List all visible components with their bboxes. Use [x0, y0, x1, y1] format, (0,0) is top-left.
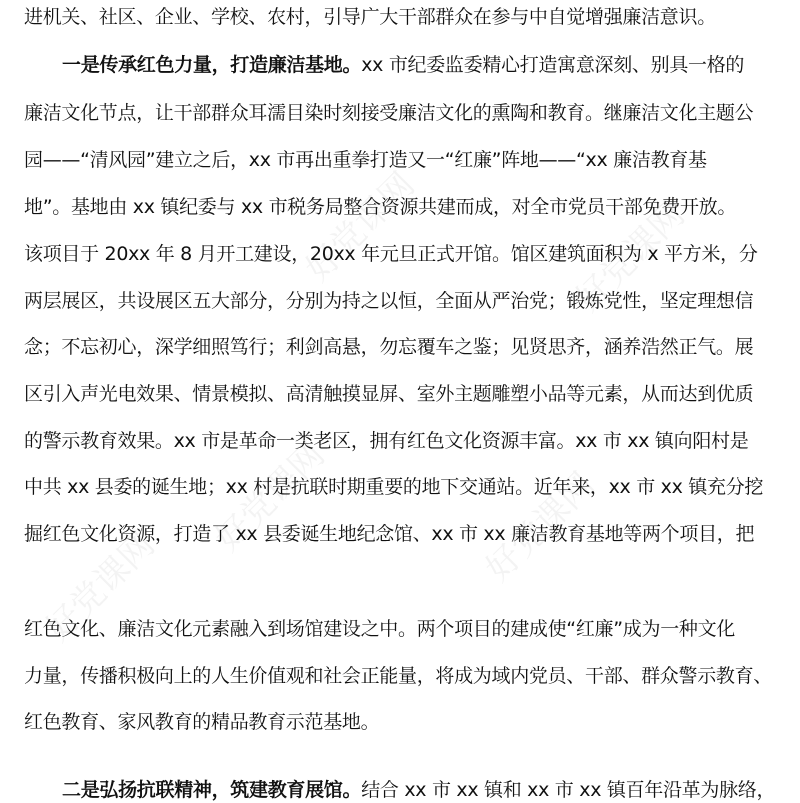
paragraph-line [24, 521, 784, 547]
paragraph-line [24, 334, 784, 360]
paragraph-line [24, 709, 784, 735]
paragraph-line [24, 147, 784, 173]
line-text: xx 市纪委监委精心打造寓意深刻、别具一格的 [361, 54, 745, 76]
section-heading: 一是传承红色力量，打造廉洁基地。 [62, 54, 362, 76]
paragraph-line [24, 381, 784, 407]
line-text: 红色教育、家风教育的精品教育示范基地。 [24, 711, 380, 733]
paragraph-line [24, 428, 784, 454]
paragraph-line [24, 241, 784, 267]
line-text: 区引入声光电效果、情景模拟、高清触摸显屏、室外主题雕塑小品等元素，从而达到优质 [24, 383, 754, 405]
paragraph-line [24, 616, 784, 642]
watermark: 好党课网 [298, 164, 423, 290]
line-text: 地”。基地由 xx 镇纪委与 xx 市税务局整合资源共建而成，对全市党员干部免费开放。 [24, 196, 737, 218]
line-text: 中共 xx 县委的诞生地；xx 村是抗联时期重要的地下交通站。近年来，xx 市 xx 镇充分挖 [24, 476, 764, 498]
section-heading-line [62, 777, 800, 803]
paragraph-line [24, 100, 784, 126]
line-text: 园——“清风园”建立之后，xx 市再出重拳打造又一“红廉”阵地——“xx 廉洁教育基 [24, 149, 707, 171]
paragraph-line [24, 4, 784, 30]
line-text: 廉洁文化节点，让干部群众耳濡目染时刻接受廉洁文化的熏陶和教育。继廉洁文化主题公 [24, 102, 754, 124]
paragraph-line [24, 474, 784, 500]
line-text: 进机关、社区、企业、学校、农村，引导广大干部群众在参与中自觉增强廉洁意识。 [24, 6, 716, 28]
watermark: 好党课网 [568, 194, 693, 320]
section-heading: 二是弘扬抗联精神，筑建教育展馆。 [62, 779, 362, 801]
line-text: 力量，传播积极向上的人生价值观和社会正能量，将成为域内党员、干部、群众警示教育、 [24, 665, 773, 687]
watermark: 好党课网 [38, 524, 163, 650]
line-text: 的警示教育效果。xx 市是革命一类老区，拥有红色文化资源丰富。xx 市 xx 镇向阳村是 [24, 430, 749, 452]
line-text: 红色文化、廉洁文化元素融入到场馆建设之中。两个项目的建成使“红廉”成为一种文化 [24, 618, 735, 640]
paragraph-line [24, 194, 784, 220]
watermark: 好党课网 [208, 434, 333, 560]
watermark: 好党课网 [478, 464, 603, 590]
paragraph-line [24, 288, 784, 314]
paragraph-line [24, 663, 784, 689]
line-text: 结合 xx 市 xx 镇和 xx 市 xx 镇百年沿革为脉络， [361, 779, 776, 801]
section-heading-line [62, 52, 800, 78]
line-text: 念；不忘初心，深学细照笃行；利剑高悬，勿忘覆车之鉴；见贤思齐，涵养浩然正气。展 [24, 336, 754, 358]
line-text: 掘红色文化资源，打造了 xx 县委诞生地纪念馆、xx 市 xx 廉洁教育基地等两个项目，把 [24, 523, 755, 545]
line-text: 该项目于 20xx 年 8 月开工建设，20xx 年元旦正式开馆。馆区建筑面积为 x 平方米，分 [24, 243, 758, 265]
line-text: 两层展区，共设展区五大部分，分别为持之以恒，全面从严治党；锻炼党性，坚定理想信 [24, 290, 754, 312]
